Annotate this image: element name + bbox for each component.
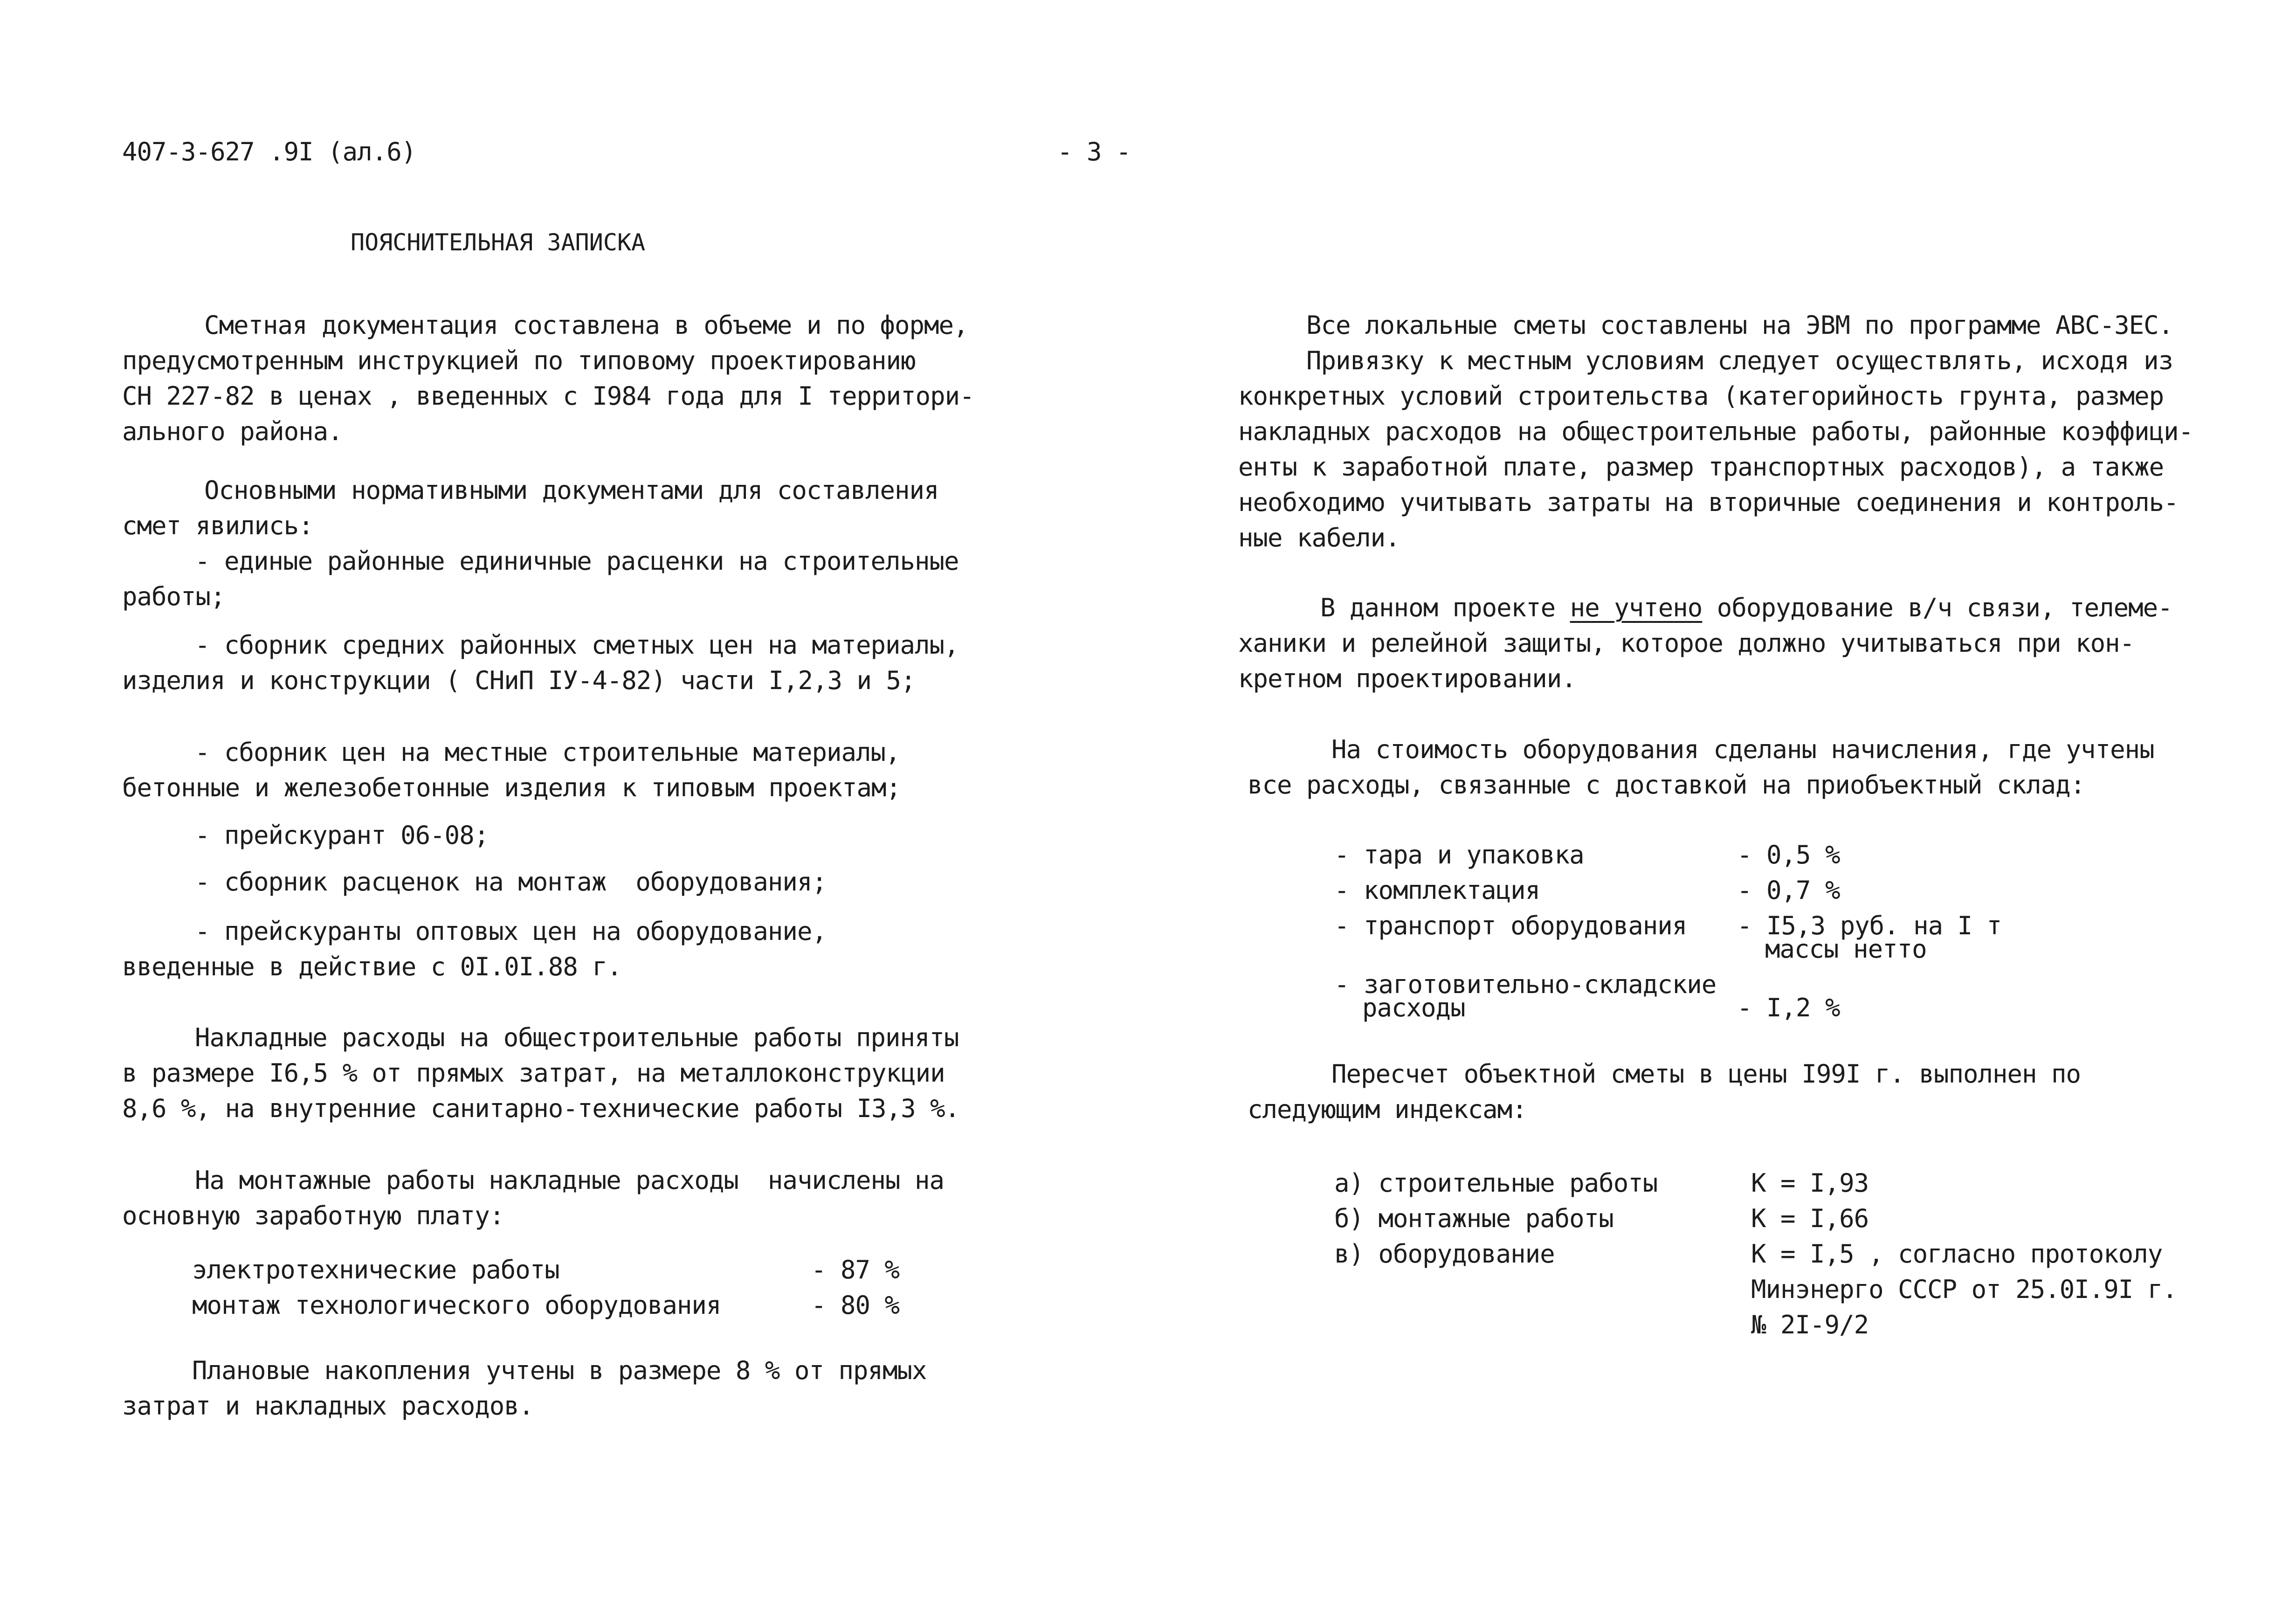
document-code: 407-3-627 .9I (ал.6) [122, 137, 416, 166]
charge-value: - I5,3 руб. на I т [1737, 911, 2002, 940]
page-title: ПОЯСНИТЕЛЬНАЯ ЗАПИСКА [351, 229, 646, 256]
charge-value: - I,2 % [1737, 993, 1840, 1022]
text-line: изделия и конструкции ( СНиП IУ-4-82) части I,2,3 и 5; [122, 666, 916, 695]
right-paragraph-2 [1238, 343, 2193, 556]
page-number: - 3 - [1057, 137, 1131, 166]
text-fragment: оборудование в/ч связи, телеме- [1702, 593, 2172, 622]
index-value: К = I,93 [1751, 1168, 1869, 1198]
index-value: К = I,66 [1751, 1204, 1869, 1233]
text-line: Привязку к местным условиям следует осуществлять, исходя из [1306, 346, 2173, 375]
index-value: К = I,5 , согласно протоколу [1751, 1239, 2163, 1269]
left-list-item-1 [122, 544, 959, 614]
charge-label: - комплектация [1334, 876, 1540, 905]
charge-label: - транспорт оборудования [1334, 911, 1687, 940]
text-line: - прейскуранты оптовых цен на оборудование, [195, 917, 827, 946]
index-label: а) строительные работы [1334, 1168, 1658, 1198]
text-line: - сборник средних районных сметных цен на материалы, [195, 630, 959, 660]
rate-value: - 80 % [811, 1291, 900, 1320]
text-line: бетонные и железобетонные изделия к типовым проектам; [122, 773, 901, 802]
text-line: основную заработную плату: [122, 1201, 504, 1230]
right-paragraph-5 [1238, 1056, 2081, 1127]
text-line: На стоимость оборудования сделаны начисления, где учтены [1331, 735, 2154, 764]
text-line: ального района. [122, 417, 343, 446]
text-fragment: В данном проекте [1320, 593, 1570, 622]
text-line: енты к заработной плате, размер транспортных расходов), а также [1238, 452, 2164, 482]
left-list-item-3 [122, 735, 901, 806]
left-paragraph-1 [122, 308, 974, 449]
charge-label: - тара и упаковка [1334, 840, 1584, 870]
rate-label: электротехнические работы [192, 1255, 559, 1284]
text-line: - единые районные единичные расценки на строительные [195, 546, 959, 576]
text-line: необходимо учитывать затраты на вторичные соединения и контроль- [1238, 488, 2179, 517]
text-line: ные кабели. [1238, 523, 1400, 552]
right-paragraph-1: Все локальные сметы составлены на ЭВМ по программе АВС-3ЕС. [1306, 311, 2173, 340]
left-paragraph-3 [122, 1020, 959, 1126]
text-line: ханики и релейной защиты, которое должно учитываться при кон- [1238, 628, 2135, 658]
text-line: конкретных условий строительства (категорийность грунта, размер [1238, 381, 2164, 411]
text-line: Основными нормативными документами для составления [204, 476, 939, 505]
rate-value: - 87 % [811, 1255, 900, 1284]
charge-value: - 0,7 % [1737, 876, 1840, 905]
text-line: в размере I6,5 % от прямых затрат, на металлоконструкции [122, 1058, 945, 1088]
text-line: следующим индексам: [1248, 1095, 1527, 1124]
right-paragraph-4 [1238, 732, 2154, 803]
left-list-item-2 [122, 628, 959, 698]
index-label: б) монтажные работы [1334, 1204, 1613, 1233]
left-list-item-4: - прейскурант 06-08; [195, 821, 489, 850]
left-list-item-6 [122, 914, 827, 985]
text-line: накладных расходов на общестроительные работы, районные коэффици- [1238, 417, 2193, 446]
text-line: Плановые накопления учтены в размере 8 % от прямых [192, 1356, 927, 1385]
text-line: предусмотренным инструкцией по типовому проектированию [122, 346, 916, 375]
charge-label: - заготовительно-складские [1334, 970, 1717, 999]
text-line: работы; [122, 582, 225, 611]
left-list-item-5: - сборник расценок на монтаж оборудования; [195, 867, 827, 897]
index-value-continued: № 2I-9/2 [1751, 1310, 1869, 1339]
text-line: СН 227-82 в ценах , введенных с I984 года для I территори- [122, 381, 974, 411]
index-label: в) оборудование [1334, 1239, 1555, 1269]
underlined-text: не учтено [1570, 593, 1703, 622]
left-paragraph-2 [122, 473, 939, 544]
text-line: введенные в действие с 0I.0I.88 г. [122, 952, 622, 981]
text-line: На монтажные работы накладные расходы начислены на [195, 1166, 945, 1195]
charge-label-continued: расходы [1362, 993, 1465, 1022]
index-value-continued: Минэнерго СССР от 25.0I.9I г. [1751, 1275, 2177, 1304]
right-paragraph-3 [1238, 590, 2172, 697]
text-line: смет явились: [122, 511, 313, 540]
rate-label: монтаж технологического оборудования [192, 1291, 721, 1320]
left-paragraph-5 [122, 1353, 927, 1424]
text-line: затрат и накладных расходов. [122, 1391, 534, 1421]
text-line [1238, 590, 2172, 626]
text-line: Пересчет объектной сметы в цены I99I г. выполнен по [1331, 1059, 2081, 1089]
charge-value-continued: массы нетто [1765, 934, 1927, 964]
charge-value: - 0,5 % [1737, 840, 1840, 870]
text-line: все расходы, связанные с доставкой на приобъектный склад: [1248, 770, 2085, 800]
text-line: Сметная документация составлена в объеме и по форме, [204, 311, 968, 340]
text-line: - сборник цен на местные строительные материалы, [195, 738, 900, 767]
text-line: кретном проектировании. [1238, 664, 1576, 693]
text-line: 8,6 %, на внутренние санитарно-технические работы I3,3 %. [122, 1094, 960, 1123]
text-line: Накладные расходы на общестроительные работы приняты [195, 1023, 959, 1052]
left-paragraph-4 [122, 1163, 944, 1234]
